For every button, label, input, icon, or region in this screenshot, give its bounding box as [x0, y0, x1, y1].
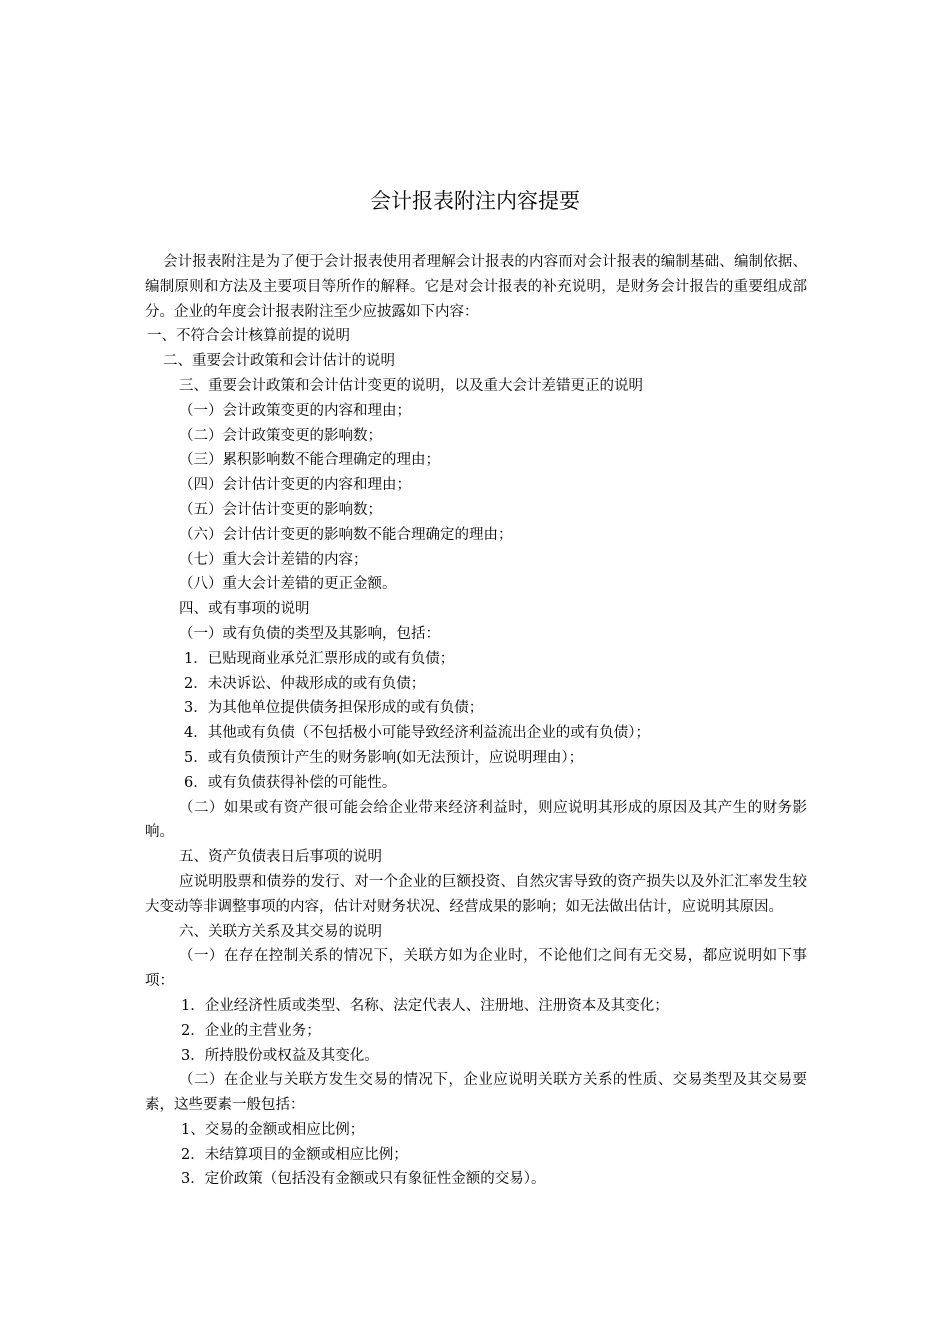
list-item: （一）会计政策变更的内容和理由；: [179, 402, 411, 419]
list-item: 1、交易的金额或相应比例；: [181, 1121, 365, 1138]
list-item: （七）重大会计差错的内容；: [179, 551, 368, 568]
list-item: （八）重大会计差错的更正金额。: [179, 576, 397, 593]
section-heading: 三、重要会计政策和会计估计变更的说明，以及重大会计差错更正的说明: [179, 377, 643, 394]
list-item: 1．已贴现商业承兑汇票形成的或有负债；: [184, 650, 455, 667]
list-item: （二）会计政策变更的影响数；: [179, 427, 382, 444]
list-item: 5．或有负债预计产生的财务影响(如无法预计，应说明理由）；: [184, 749, 584, 766]
section-heading: 六、关联方关系及其交易的说明: [179, 923, 382, 940]
list-item: （二）在企业与关联方发生交易的情况下，企业应说明关联方关系的性质、交易类型及其交易要素，这些要素一般包括：: [145, 1072, 807, 1114]
list-item: 3．为其他单位提供债务担保形成的或有负债；: [184, 700, 484, 717]
list-item: 3．定价政策（包括没有金额或只有象征性金额的交易）。: [181, 1171, 546, 1188]
list-item: （一）或有负债的类型及其影响，包括：: [179, 625, 440, 642]
list-item: （五）会计估计变更的影响数；: [179, 501, 382, 518]
list-item: （四）会计估计变更的内容和理由；: [179, 477, 411, 494]
list-item: 2．未决诉讼、仲裁形成的或有负债；: [184, 675, 426, 692]
list-item: 2．企业的主营业务；: [181, 1022, 321, 1039]
document-body: [145, 250, 807, 1192]
list-item: （二）如果或有资产很可能会给企业带来经济利益时，则应说明其形成的原因及其产生的财务影响。: [145, 799, 807, 841]
body-paragraph: 应说明股票和债券的发行、对一个企业的巨额投资、自然灾害导致的资产损失以及外汇汇率发生较大变动等非调整事项的内容，估计对财务状况、经营成果的影响；如无法做出估计，应说明其原因。: [145, 873, 807, 915]
section-heading: 四、或有事项的说明: [179, 601, 310, 618]
document-title: 会计报表附注内容提要: [370, 189, 580, 213]
list-item: 6．或有负债获得补偿的可能性。: [184, 774, 397, 791]
list-item: 4．其他或有负债（不包括极小可能导致经济利益流出企业的或有负债）；: [184, 725, 650, 742]
intro-paragraph: 会计报表附注是为了便于会计报表使用者理解会计报表的内容而对会计报表的编制基础、编制依据、编制原则和方法及主要项目等所作的解释。它是对会计报表的补充说明，是财务会计报告的重要组成部分。企业的年度会计报表附注至少应披露如下内容：: [145, 254, 807, 320]
list-item: （一）在存在控制关系的情况下，关联方如为企业时，不论他们之间有无交易，都应说明如下事项：: [145, 948, 807, 990]
list-item: （三）累积影响数不能合理确定的理由；: [179, 452, 440, 469]
list-item: 3．所持股份或权益及其变化。: [181, 1047, 379, 1064]
list-item: （六）会计估计变更的影响数不能合理确定的理由；: [179, 526, 513, 543]
section-heading: 一、不符合会计核算前提的说明: [147, 328, 350, 345]
list-item: 1．企业经济性质或类型、名称、法定代表人、注册地、注册资本及其变化；: [181, 997, 669, 1014]
list-item: 2．未结算项目的金额或相应比例；: [181, 1146, 408, 1163]
section-heading: 二、重要会计政策和会计估计的说明: [163, 353, 395, 370]
section-heading: 五、资产负债表日后事项的说明: [179, 849, 382, 866]
